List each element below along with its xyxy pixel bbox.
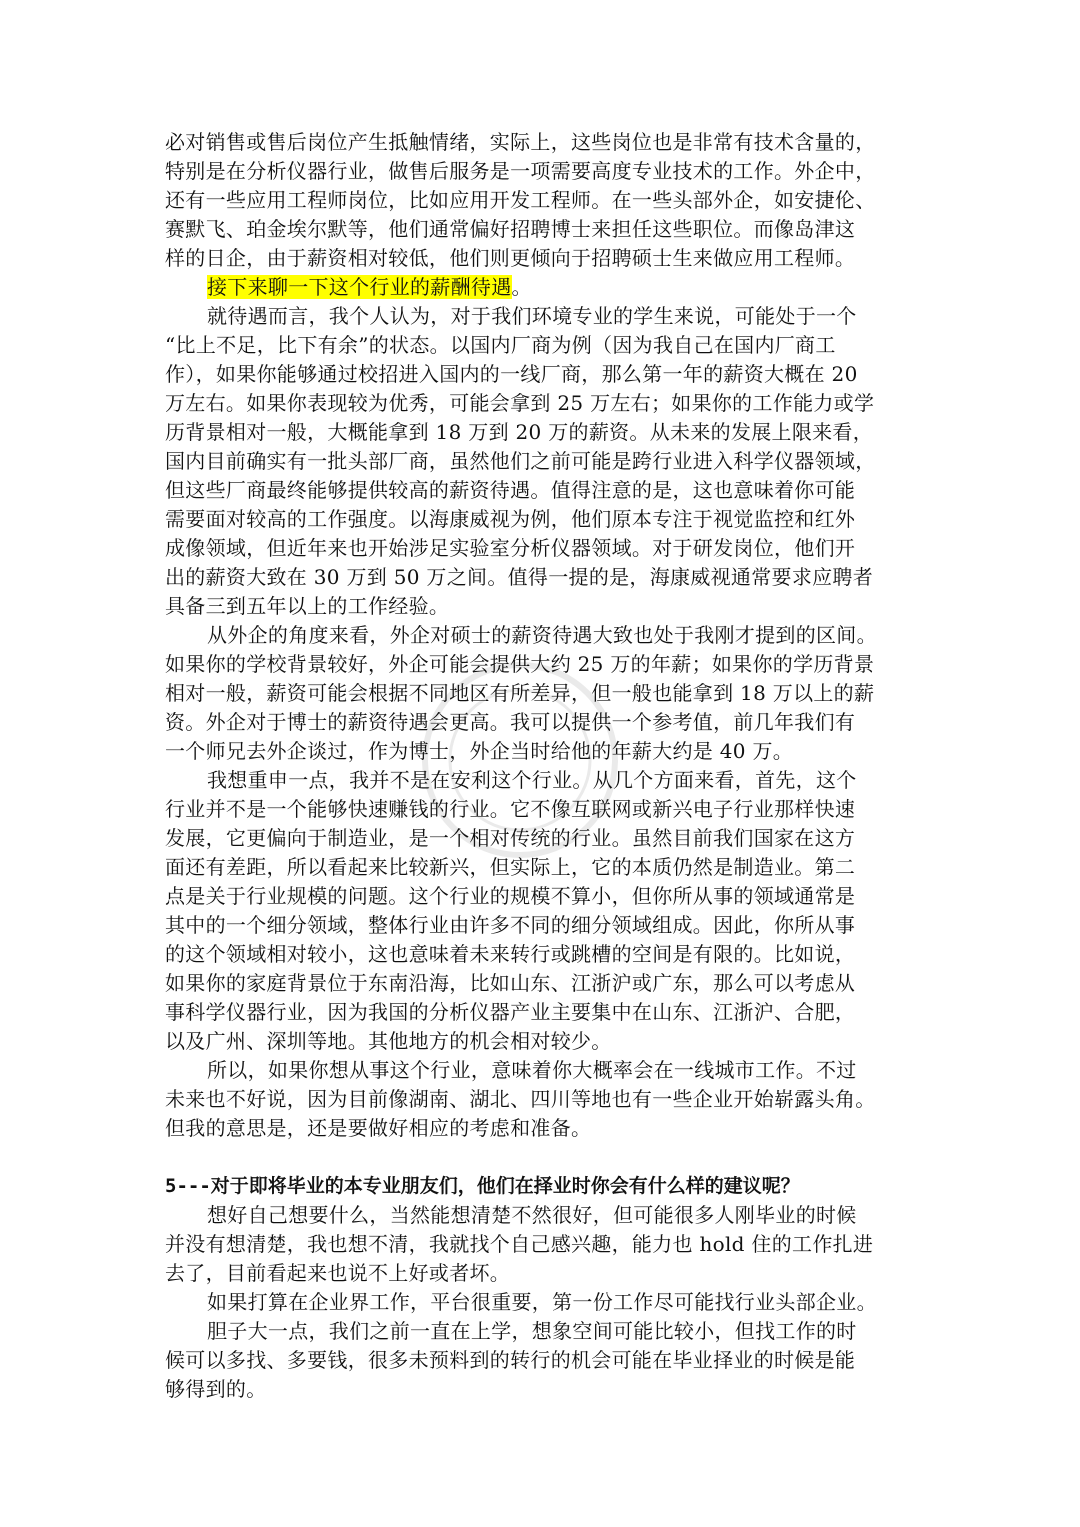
text-line: 的这个领域相对较小，这也意味着未来转行或跳槽的空间是有限的。比如说，	[165, 942, 856, 966]
text-line: 面还有差距，所以看起来比较新兴，但实际上，它的本质仍然是制造业。第二	[165, 855, 856, 879]
text-line: 候可以多找、多要钱，很多未预料到的转行的机会可能在毕业择业的时候是能	[165, 1348, 856, 1372]
section-heading: 5---对于即将毕业的本专业朋友们，他们在择业时你会有什么样的建议呢？	[165, 1175, 800, 1197]
highlighted-text: 接下来聊一下这个行业的薪酬待遇	[207, 275, 512, 299]
text-line: 国内目前确实有一批头部厂商，虽然他们之前可能是跨行业进入科学仪器领域，	[165, 449, 876, 473]
text-line: 具备三到五年以上的工作经验。	[165, 594, 450, 618]
paragraph-industry-caveats	[165, 766, 933, 1056]
highlight-suffix: 。	[511, 275, 532, 299]
text-line: 点是关于行业规模的问题。这个行业的规模不算小，但你所从事的领域通常是	[165, 884, 856, 908]
paragraph-location	[165, 1056, 933, 1143]
text-line: 够得到的。	[165, 1377, 267, 1401]
paragraph-advice-2	[165, 1288, 933, 1317]
text-line: 行业并不是一个能够快速赚钱的行业。它不像互联网或新兴电子行业那样快速	[165, 797, 856, 821]
text-line: 相对一般，薪资可能会根据不同地区有所差异，但一般也能拿到 18 万以上的薪	[165, 681, 875, 705]
text-line: 资。外企对于博士的薪资待遇会更高。我可以提供一个参考值，前几年我们有	[165, 710, 856, 734]
text-line: 历背景相对一般，大概能拿到 18 万到 20 万的薪资。从未来的发展上限来看，	[165, 420, 874, 444]
text-line: 成像领域，但近年来也开始涉足实验室分析仪器领域。对于研发岗位，他们开	[165, 536, 856, 560]
text-line: 一个师兄去外企谈过，作为博士，外企当时给他的年薪大约是 40 万。	[165, 739, 794, 763]
text-line: 想好自己想要什么，当然能想清楚不然很好，但可能很多人刚毕业的时候	[207, 1203, 857, 1227]
text-line: 如果你的家庭背景位于东南沿海，比如山东、江浙沪或广东，那么可以考虑从	[165, 971, 856, 995]
paragraph-advice-3	[165, 1317, 933, 1404]
text-line: 去了，目前看起来也说不上好或者坏。	[165, 1261, 511, 1285]
text-line: 作），如果你能够通过校招进入国内的一线厂商，那么第一年的薪资大概在 20	[165, 362, 858, 386]
text-line: 我想重申一点，我并不是在安利这个行业。从几个方面来看，首先，这个	[207, 768, 857, 792]
document-body	[165, 128, 933, 1404]
paragraph-salary-domestic	[165, 302, 933, 621]
text-line: 所以，如果你想从事这个行业，意味着你大概率会在一线城市工作。不过	[207, 1058, 857, 1082]
text-line: 就待遇而言，我个人认为，对于我们环境专业的学生来说，可能处于一个	[207, 304, 857, 328]
text-line: 还有一些应用工程师岗位，比如应用开发工程师。在一些头部外企，如安捷伦、	[165, 188, 876, 212]
paragraph-continuation	[165, 128, 933, 273]
text-line: 需要面对较高的工作强度。以海康威视为例，他们原本专注于视觉监控和红外	[165, 507, 856, 531]
text-line: 从外企的角度来看，外企对硕士的薪资待遇大致也处于我刚才提到的区间。	[207, 623, 877, 647]
text-line: 事科学仪器行业，因为我国的分析仪器产业主要集中在山东、江浙沪、合肥，	[165, 1000, 856, 1024]
text-line: 出的薪资大致在 30 万到 50 万之间。值得一提的是，海康威视通常要求应聘者	[165, 565, 874, 589]
text-line: 但我的意思是，还是要做好相应的考虑和准备。	[165, 1116, 592, 1140]
highlighted-paragraph	[165, 273, 933, 302]
text-line: 如果打算在企业界工作，平台很重要，第一份工作尽可能找行业头部企业。	[207, 1290, 877, 1314]
text-line: 如果你的学校背景较好，外企可能会提供大约 25 万的年薪；如果你的学历背景	[165, 652, 875, 676]
text-line: 必对销售或售后岗位产生抵触情绪，实际上，这些岗位也是非常有技术含量的，	[165, 130, 876, 154]
text-line: 赛默飞、珀金埃尔默等，他们通常偏好招聘博士来担任这些职位。而像岛津这	[165, 217, 856, 241]
text-line: 特别是在分析仪器行业，做售后服务是一项需要高度专业技术的工作。外企中，	[165, 159, 876, 183]
text-line: 样的日企，由于薪资相对较低，他们则更倾向于招聘硕士生来做应用工程师。	[165, 246, 856, 270]
text-line: “比上不足，比下有余”的状态。以国内厂商为例（因为我自己在国内厂商工	[165, 333, 836, 357]
text-line: 未来也不好说，因为目前像湖南、湖北、四川等地也有一些企业开始崭露头角。	[165, 1087, 876, 1111]
text-line: 万左右。如果你表现较为优秀，可能会拿到 25 万左右；如果你的工作能力或学	[165, 391, 875, 415]
text-line: 其中的一个细分领域，整体行业由许多不同的细分领域组成。因此，你所从事	[165, 913, 856, 937]
text-line: 发展，它更偏向于制造业，是一个相对传统的行业。虽然目前我们国家在这方	[165, 826, 856, 850]
text-line: 并没有想清楚，我也想不清，我就找个自己感兴趣，能力也 hold 住的工作扎进	[165, 1232, 874, 1256]
text-line: 以及广州、深圳等地。其他地方的机会相对较少。	[165, 1029, 612, 1053]
text-line: 但这些厂商最终能够提供较高的薪资待遇。值得注意的是，这也意味着你可能	[165, 478, 856, 502]
paragraph-advice-1	[165, 1201, 933, 1288]
text-line: 胆子大一点，我们之前一直在上学，想象空间可能比较小，但找工作的时	[207, 1319, 857, 1343]
paragraph-salary-foreign	[165, 621, 933, 766]
